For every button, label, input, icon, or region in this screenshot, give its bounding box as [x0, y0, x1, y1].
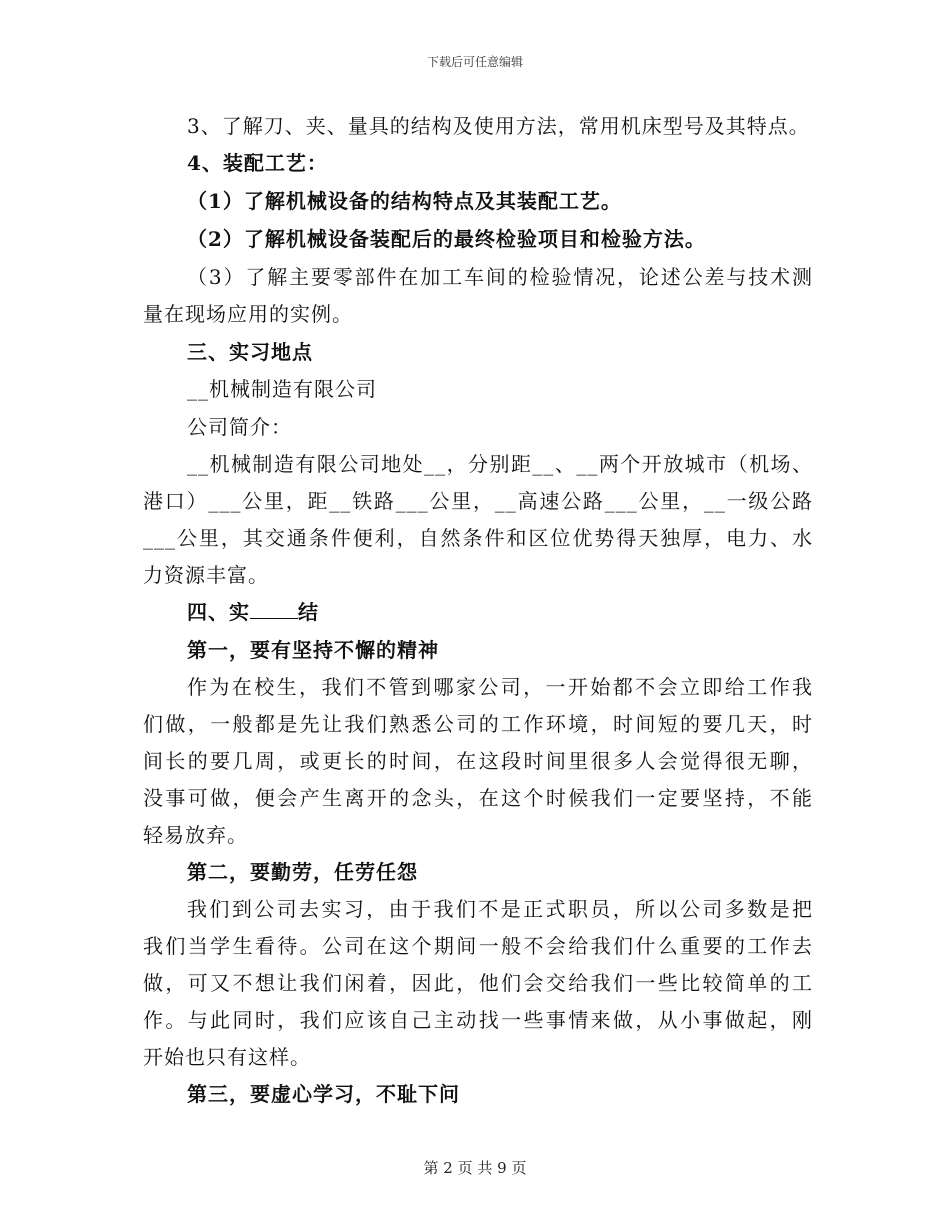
paragraph-line: 港口）___公里，距__铁路___公里，__高速公路___公里，__一级公路: [143, 489, 813, 513]
paragraph-line: ___公里，其交通条件便利，自然条件和区位优势得天独厚，电力、水: [143, 526, 813, 550]
blank-underline: [250, 600, 298, 619]
page-footer: 第 2 页 共 9 页: [423, 1159, 527, 1177]
paragraph-line: 没事可做，便会产生离开的念头，在这个时候我们一定要坚持，不能: [143, 786, 813, 810]
section-heading: 4、装配工艺：: [187, 151, 328, 175]
section-heading: [187, 599, 857, 625]
paragraph-line: 力资源丰富。: [143, 563, 269, 587]
paragraph-line: 做，可又不想让我们闲着，因此，他们会交给我们一些比较简单的工: [143, 971, 813, 995]
paragraph-line: 间长的要几周，或更长的时间，在这段时间里很多人会觉得很无聊，: [143, 749, 813, 773]
paragraph-line: 轻易放弃。: [143, 823, 248, 847]
heading-text-start: 四、实: [187, 600, 250, 624]
heading-text-end: 结: [298, 600, 319, 624]
page-header: 下载后可任意编辑: [426, 55, 523, 69]
list-item: （1）了解机械设备的结构特点及其装配工艺。: [187, 189, 622, 213]
list-item: （2）了解机械设备装配后的最终检验项目和检验方法。: [187, 227, 706, 251]
subheading: 第三，要虚心学习，不耻下问: [187, 1082, 460, 1106]
paragraph-line: 3、了解刀、夹、量具的结构及使用方法，常用机床型号及其特点。: [187, 114, 810, 138]
section-heading: 三、实习地点: [187, 340, 313, 364]
paragraph-line: 公司简介：: [187, 415, 292, 439]
paragraph-line: 作。与此同时，我们应该自己主动找一些事情来做，从小事做起，刚: [143, 1008, 813, 1032]
list-item: （3）了解主要零部件在加工车间的检验情况，论述公差与技术测: [187, 265, 813, 289]
paragraph-line: 作为在校生，我们不管到哪家公司，一开始都不会立即给工作我: [187, 675, 813, 699]
subheading: 第一，要有坚持不懈的精神: [187, 638, 439, 662]
paragraph-line: 们做，一般都是先让我们熟悉公司的工作环境，时间短的要几天，时: [143, 712, 813, 736]
paragraph-line: __机械制造有限公司地处__，分别距__、__两个开放城市（机场、: [187, 452, 813, 476]
paragraph-line: 开始也只有这样。: [143, 1045, 311, 1069]
subheading: 第二，要勤劳，任劳任怨: [187, 860, 418, 884]
paragraph-line: 我们到公司去实习，由于我们不是正式职员，所以公司多数是把: [187, 897, 813, 921]
paragraph-line: __机械制造有限公司: [187, 377, 377, 401]
paragraph-line: 我们当学生看待。公司在这个期间一般不会给我们什么重要的工作去: [143, 934, 813, 958]
paragraph-line: 量在现场应用的实例。: [143, 302, 353, 326]
